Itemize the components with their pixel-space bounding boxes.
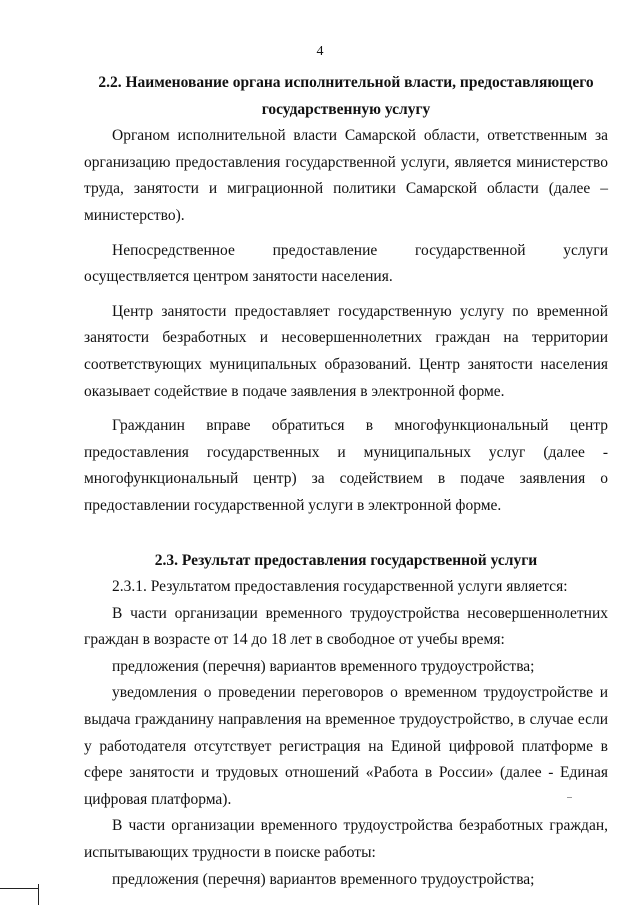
scan-speck [567, 797, 572, 798]
paragraph: уведомления о проведении переговоров о временном трудоустройстве и выдача гражданину направления на временное трудоустройство, в случае если у работодателя отсутствует регистрация на Единой цифровой платформе в сфере занятости и трудовых отношений «Работа в России» (далее - Единая цифровая платформа). [84, 684, 608, 808]
document-body [84, 70, 608, 893]
paragraph: Центр занятости предоставляет государственную услугу по временной занятости безработных и несовершеннолетних граждан на территории соответствующих муниципальных образований. Центр занятости населения оказывает содействие в подаче заявления в электронной форме. [84, 302, 608, 400]
section-2-3-heading: 2.3. Результат предоставления государственной услуги [154, 551, 538, 569]
section-2-2-heading-line1: 2.2. Наименование органа исполнительной власти, предоставляющего [98, 74, 594, 91]
page-number: 4 [316, 44, 324, 59]
scan-edge-line [0, 888, 38, 889]
scan-edge-line [38, 884, 39, 905]
paragraph: предложения (перечня) вариантов временного трудоустройства; [112, 870, 535, 888]
paragraph: В части организации временного трудоустройства несовершеннолетних граждан в возрасте от 14 до 18 лет в свободное от учебы время: [84, 604, 608, 649]
section-2-2-heading-line2: государственную услугу [261, 100, 431, 118]
paragraph: 2.3.1. Результатом предоставления государственной услуги является: [112, 578, 568, 596]
paragraph: Органом исполнительной власти Самарской области, ответственным за организацию предоставления государственной услуги, является министерство труда, занятости и миграционной политики Самарской области (далее – министерство). [84, 127, 608, 224]
paragraph: предложения (перечня) вариантов временного трудоустройства; [112, 657, 535, 675]
paragraph: Непосредственное предоставление государственной услуги осуществляется центром занятости населения. [84, 241, 608, 286]
paragraph: Гражданин вправе обратиться в многофункциональный центр предоставления государственных и муниципальных услуг (далее - многофункциональный центр) за содействием в подаче заявления о предоставлении государственной услуги в электронной форме. [84, 417, 608, 514]
paragraph: В части организации временного трудоустройства безработных граждан, испытывающих трудности в поиске работы: [84, 817, 608, 862]
